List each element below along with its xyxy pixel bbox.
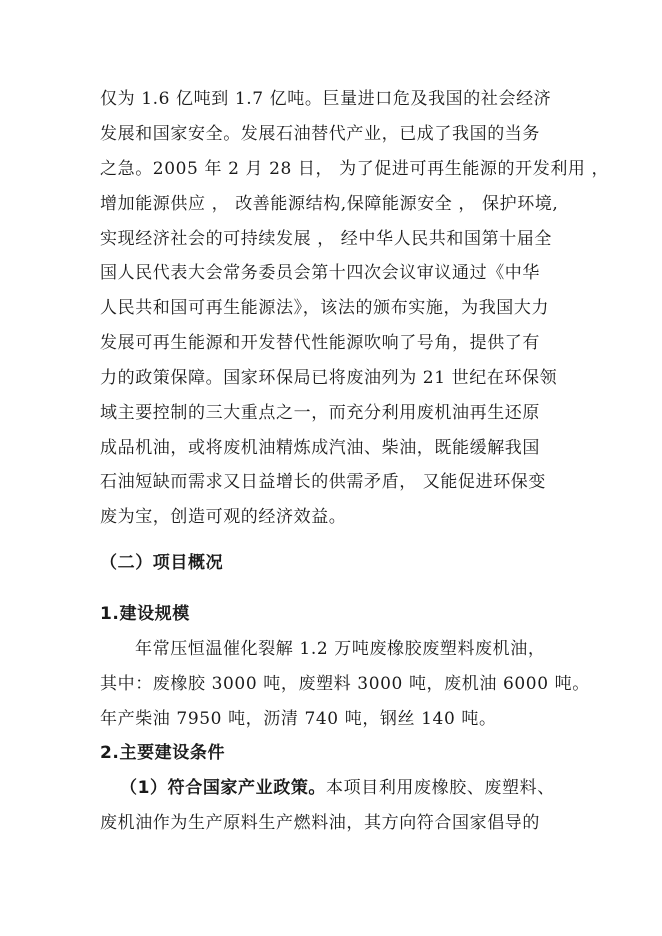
body-text-span: 本项目利用废橡胶、废塑料、 (326, 778, 555, 798)
body-text-line (120, 777, 555, 799)
body-text-line: 力的政策保障。国家环保局已将废油列为 21 世纪在环保领 (100, 368, 558, 388)
body-text-line: 人民共和国可再生能源法》，该法的颁布实施，为我国大力 (100, 298, 550, 318)
body-text-line: 实现经济社会的可持续发展 ， 经中华人民共和国第十届全 (100, 229, 553, 249)
body-text-line: 其中：废橡胶 3000 吨，废塑料 3000 吨，废机油 6000 吨。 (100, 674, 590, 694)
body-text-line: 成品机油，或将废机油精炼成汽油、柴油，既能缓解我国 (100, 438, 540, 458)
body-text-line: 增加能源供应 ， 改善能源结构,保障能源安全 ， 保护环境, (100, 194, 559, 214)
body-text-line: 国人民代表大会常务委员会第十四次会议审议通过《中华 (100, 263, 540, 283)
body-text-line: 发展可再生能源和开发替代性能源吹响了号角，提供了有 (100, 333, 540, 353)
body-text-line: 年常压恒温催化裂解 1.2 万吨废橡胶废塑料废机油， (135, 639, 546, 659)
bold-lead: （1）符合国家产业政策。 (120, 778, 327, 798)
body-text-line: 仅为 1.6 亿吨到 1.7 亿吨。巨量进口危及我国的社会经济 (100, 89, 552, 109)
body-text-line: 域主要控制的三大重点之一，而充分利用废机油再生还原 (100, 403, 540, 423)
body-text-line: 废为宝，创造可观的经济效益。 (100, 507, 347, 527)
subsection-heading: 2.主要建设条件 (100, 743, 226, 763)
body-text-line: 石油短缺而需求又日益增长的供需矛盾， 又能促进环保变 (100, 472, 547, 492)
section-heading: （二）项目概况 (100, 553, 224, 573)
subsection-heading: 1.建设规模 (100, 604, 190, 624)
body-text-line: 发展和国家安全。发展石油替代产业，已成了我国的当务 (100, 124, 540, 144)
body-text-line: 废机油作为生产原料生产燃料油，其方向符合国家倡导的 (100, 813, 540, 833)
body-text-line: 之急。2005 年 2 月 28 日， 为了促进可再生能源的开发利用 ， (100, 159, 610, 179)
body-text-line: 年产柴油 7950 吨，沥清 740 吨，钢丝 140 吨。 (100, 709, 497, 729)
